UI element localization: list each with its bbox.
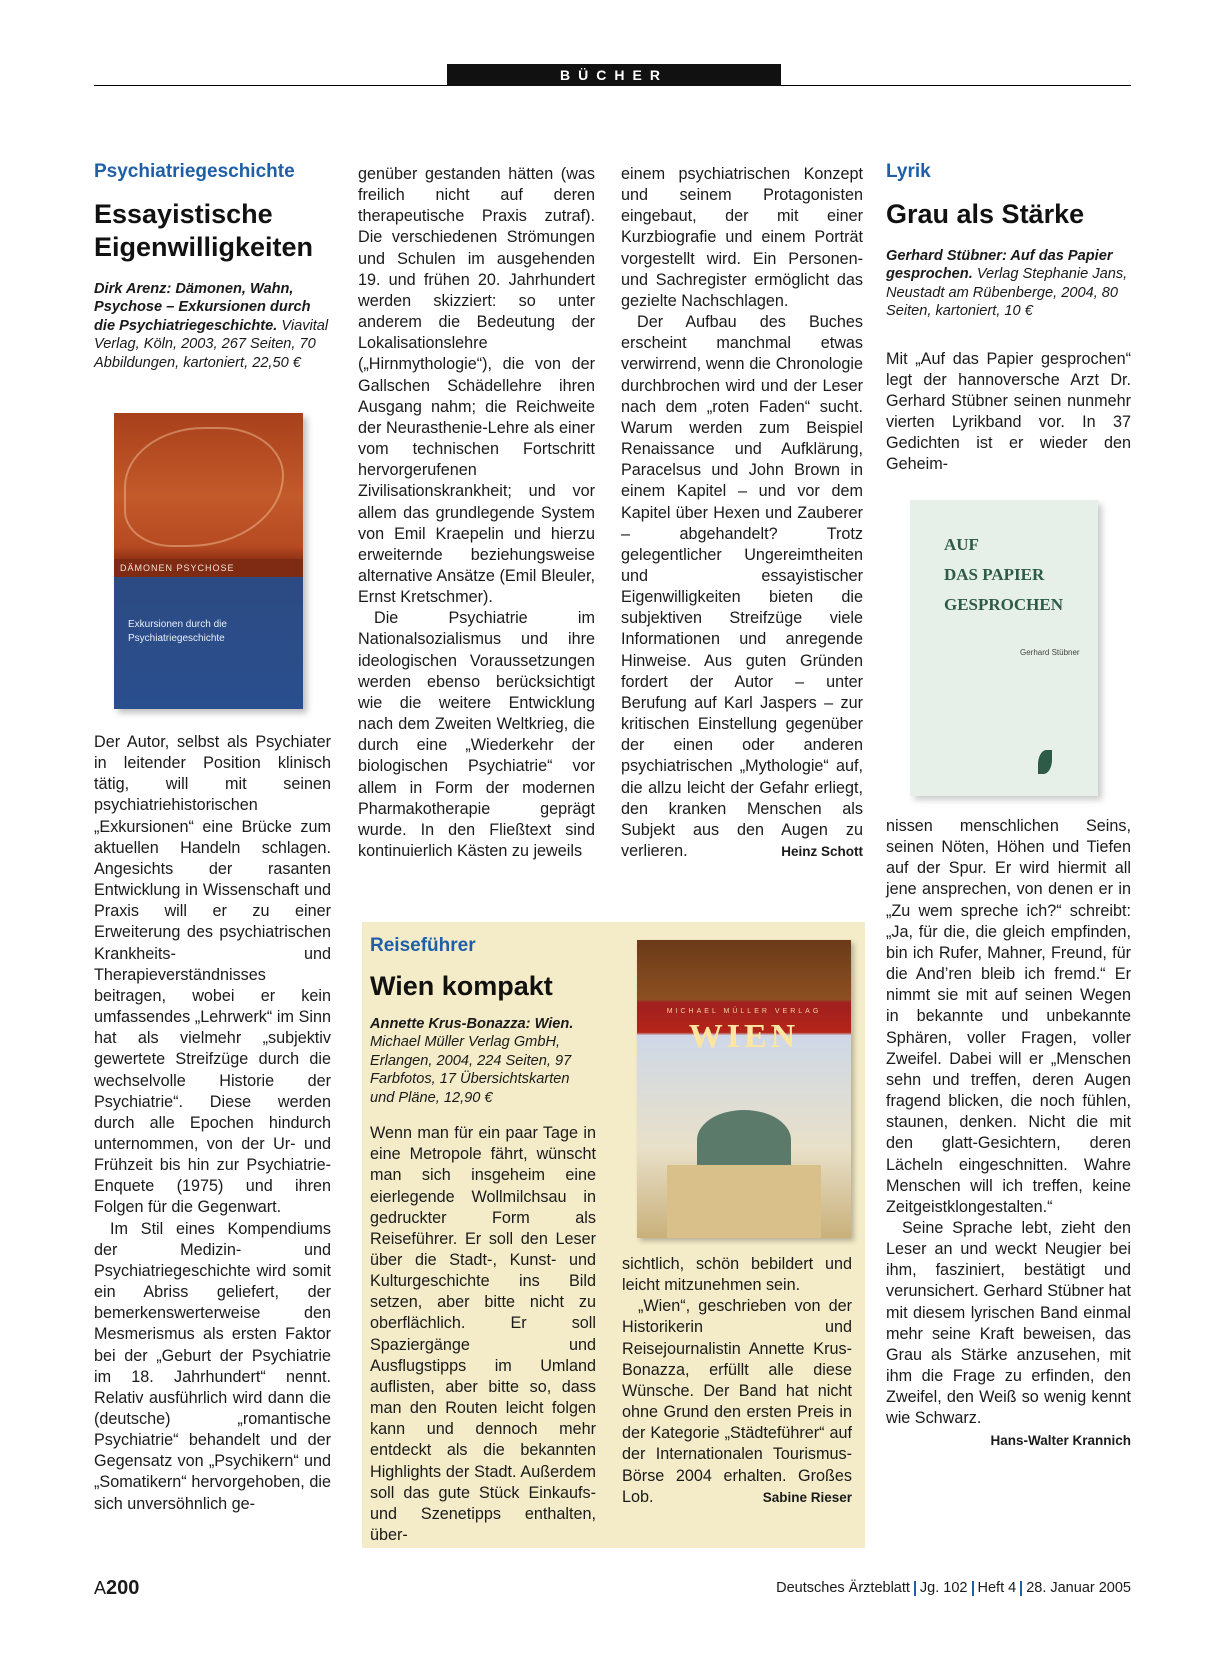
article3-paragraph: Mit „Auf das Papier gesprochen“ legt der hannoversche Arzt Dr. Gerhard Stübner seinen nunmehr vierten Lyrikband vor. In 37 Gedichten ist er wieder den Geheim- [886, 349, 1131, 474]
journal-footer [700, 1580, 1131, 1596]
cover-title [944, 530, 1063, 620]
journal-name: Deutsches Ärzteblatt [776, 1580, 910, 1596]
cover-title: WIEN [688, 1018, 800, 1055]
cover-subtitle-line: Psychiatriegeschichte [128, 633, 225, 644]
column-2 [358, 164, 595, 862]
article3-biblio-details: Verlag Stephanie Jans, Neustadt am Rübenberge, 2004, 80 Seiten, kartoniert, 10 € [886, 266, 1128, 320]
article1-paragraph-text: Der Aufbau des Buches erscheint manchmal etwas verwirrend, wenn die Chronologie durchbrochen wird und der Leser nach dem „roten Faden“ sucht. Warum werden zum Beispiel Renaissance und Aufklärung, Paracelsus und John Brown in einem Kapitel – und vor dem Kapitel über Hexen und Zauberer – abgehandelt? Trotz gelegentlicher Ungereimtheiten und essayistischer Eigenwilligkeiten bieten die subjektiven Streifzüge viele Informationen und anregende Hinweise. Aus guten Gründen fordert der Autor – unter Berufung auf Karl Jaspers – zur kritischen Einstellung gegenüber der einen oder anderen psychiatrischen „Mythologie“ auf, die allzu leicht der Gefahr erliegt, den kranken Menschen als Subjekt aus den Augen zu verlieren. [621, 313, 863, 860]
cover-church-body [667, 1165, 821, 1238]
article2-title: Wien kompakt [370, 971, 553, 1001]
article1-paragraph: Die Psychiatrie im Nationalsozialismus und ihre ideologischen Voraussetzungen werden ebenso berücksichtigt wie die weitere Entwicklung nach dem Zweiten Weltkrieg, die durch eine „Wiederkehr der biologischen Psychiatrie“ vor allem in Form der modernen Pharmakotherapie geprägt wurde. In den Fließtext sind kontinuierlich Kästen zu jeweils [358, 609, 595, 860]
book-cover-daemonen [114, 413, 303, 709]
journal-volume: Jg. 102 [919, 1580, 968, 1596]
column-4 [886, 160, 1131, 476]
article2-kicker: Reiseführer [370, 935, 476, 956]
article1-paragraph: Im Stil eines Kompendiums der Medizin- und Psychiatriegeschichte wird somit ein Abriss geliefert, der bemerkenswerterweise den Mesmerismus als ersten Faktor bei der „Geburt der Psychiatrie im 18. Jahrhundert“ nennt. Relativ ausführlich wird dann die (deutsche) „romantische Psychiatrie“ behandelt und der Gegensatz von „Psychikern“ und „Somatikern“ hervorgehoben, die sich unversöhnlich ge- [94, 1219, 331, 1513]
page-prefix: A [94, 1578, 107, 1598]
article3-kicker: Lyrik [886, 161, 931, 182]
cover-title-line: GESPROCHEN [944, 595, 1064, 614]
column-1-body [94, 732, 331, 1515]
book-cover-auf-das-papier [910, 500, 1098, 796]
article3-paragraph: nissen menschlichen Seins, seinen Nöten, Höhen und Tiefen auf der Spur. Er wird hiermit all jene ansprechen, von denen er in „Zu wem spreche ich?“ schreibt: „Ja, für die, die gleich empfinden, bin ich Rufer, Mahner, Freund, für die And’ren bleib ich fremd.“ Er nimmt sie mit auf seinen Wegen in bekannte und unbekannte Sphären, voller Fragen, voller Zweifel. Dabei will er „Menschen sehn und treffen, deren Augen fragend blicken, die noch fühlen, staunen, denken. Nicht die mit den glatt-Gesichtern, deren Lächeln eingeschnitten. Wahre Menschen will ich treffen, keine Zeitgeistklongestalten.“ [886, 817, 1131, 1216]
article3-title: Grau als Stärke [886, 199, 1085, 229]
article1-paragraph: Der Autor, selbst als Psychiater in leitender Position klinisch tätig, will mit seinen psychiatriehistorischen „Exkursionen“ eine Brücke zum aktuellen Handeln schlagen. Angesichts der rasanten Entwicklung in Wissenschaft und Praxis will er zu einer Erweiterung des psychiatrischen Krankheits- und Therapieverständnisses beitragen, wobei er kein umfassendes „Lehrwerk“ im Sinn hat als vielmehr „subjektiv gewertete Streifzüge durch die wechselvolle Historie der Psychiatrie“. Diese werden durch alle Epochen hindurch unternommen, von der Ur- und Frühzeit bis hin zur Psychiatrie-Enquete (1975) und ihren Folgen für die Gegenwart. [94, 733, 331, 1217]
footer-separator [914, 1581, 916, 1596]
article3-signature: Hans-Walter Krannich [990, 1432, 1131, 1448]
footer-separator [1020, 1581, 1022, 1596]
article1-biblio [94, 280, 331, 372]
footer-separator [972, 1581, 974, 1596]
cover-title-line: DAS PAPIER [944, 565, 1045, 584]
cover-publisher: MICHAEL MÜLLER VERLAG [666, 1008, 822, 1015]
article1-paragraph: einem psychiatrischen Konzept und seinem Protagonisten eingebaut, der mit einer Kurzbiografie und einem Porträt vorgestellt wird. Ein Personen- und Sachregister ermöglicht das gezielte Nachschlagen. [621, 165, 863, 310]
book-cover-wien [637, 940, 851, 1238]
article1-paragraph: genüber gestanden hätten (was freilich nicht auf deren therapeutische Praxis zutraf). Die verschiedenen Strömungen und Schulen im ausgehenden 19. und frühen 20. Jahrhundert werden skizziert: so unter anderem die Bedeutung der Lokalisationslehre („Hirnmythologie“), die von der Gallschen Schädellehre ihren Ausgang nahm; die Reichweite der Neurasthenie-Lehre als einer vom technischen Fortschritt hervorgerufenen Zivilisationskrankheit; und vor allem das grundlegende System von Emil Kraepelin und hierzu erweiternde beziehungsweise alternative Ansätze (Emil Bleuler, Ernst Kretschmer). [358, 165, 595, 607]
journal-date: 28. Januar 2005 [1026, 1580, 1131, 1596]
column-1 [94, 160, 331, 372]
article1-title [94, 198, 331, 264]
page-number [94, 1577, 139, 1600]
article3-biblio-author-title: Gerhard Stübner: Auf das Papier gesprochen. [886, 248, 1113, 283]
cover-subtitle [128, 618, 227, 646]
article2-paragraph: sichtlich, schön bebildert und leicht mitzunehmen sein. [622, 1255, 852, 1295]
article3-paragraph-text: Seine Sprache lebt, zieht den Leser an und weckt Neugier bei ihm, fasziniert, bestätigt und verunsichert. Gerhard Stübner hat mit diesem lyrischen Band einmal mehr seine Kraft beweisen, das Grau als Stärke anzusehen, mit ihm die Frage zu erfinden, den Zweifel, den Weiß so wenig kennt wie Schwarz. [886, 1218, 1131, 1428]
box-column-2 [622, 1254, 852, 1508]
article1-biblio-details: Viavital Verlag, Köln, 2003, 267 Seiten, 70 Abbildungen, kartoniert, 22,50 € [94, 317, 329, 371]
cover-illustration [124, 427, 284, 547]
column-3 [621, 164, 863, 862]
article1-title-line: Eigenwilligkeiten [94, 232, 314, 262]
article1-biblio-author-title: Dirk Arenz: Dämonen, Wahn, Psychose – Exkursionen durch die Psychiatriegeschichte. [94, 281, 311, 334]
cover-title-band: DÄMONEN PSYCHOSE [114, 559, 303, 577]
column-4-body [886, 816, 1131, 1451]
article1-signature: Heinz Schott [781, 844, 863, 859]
article2-biblio [370, 1015, 596, 1107]
article2-paragraph: Wenn man für ein paar Tage in eine Metropole fährt, wünscht man sich insgeheim eine eierlegende Wollmilchsau in gedruckter Form als Reiseführer. Er soll den Leser über die Stadt-, Kunst- und Kulturgeschichte ins Bild setzen, aber bitte nicht zu oberflächlich. Er soll Spaziergänge und Ausflugstipps im Umland auflisten, aber bitte so, dass man den Routen leicht folgen kann und dennoch mehr entdeckt als die bekannten Highlights der Stadt. Außerdem soll das gute Stück Einkaufs- und Szenetipps enthalten, über- [370, 1124, 596, 1544]
section-label: BÜCHER [447, 64, 781, 86]
box-column-1 [370, 934, 596, 1546]
article2-biblio-details: Michael Müller Verlag GmbH, Erlangen, 2004, 224 Seiten, 97 Farbfotos, 17 Übersichtskarten und Pläne, 12,90 € [370, 1034, 572, 1106]
article3-biblio [886, 247, 1131, 321]
cover-subtitle-line: Exkursionen durch die [128, 619, 227, 630]
article2-paragraph-text: „Wien“, geschrieben von der Historikerin und Reisejournalistin Annette Krus-Bonazza, erfüllt alle diese Wünsche. Der Band hat nicht ohne Grund den ersten Preis in der Kategorie „Städteführer“ auf der Internationalen Tourismus-Börse 2004 erhalten. Großes Lob. [622, 1297, 852, 1506]
page-number-value: 200 [106, 1577, 140, 1599]
cover-church-dome [697, 1110, 791, 1170]
journal-issue: Heft 4 [977, 1580, 1017, 1596]
cover-author: Gerhard Stübner [1020, 648, 1080, 657]
cover-title-line: AUF [944, 535, 979, 554]
publisher-logo-icon [1038, 750, 1052, 774]
article3-paragraph [886, 1218, 1131, 1448]
article2-biblio-author-title: Annette Krus-Bonazza: Wien. [370, 1016, 574, 1032]
article1-paragraph [621, 312, 863, 862]
article1-kicker: Psychiatriegeschichte [94, 161, 295, 182]
article2-paragraph [622, 1296, 852, 1508]
article1-title-line: Essayistische [94, 199, 273, 229]
article2-signature: Sabine Rieser [762, 1489, 852, 1505]
